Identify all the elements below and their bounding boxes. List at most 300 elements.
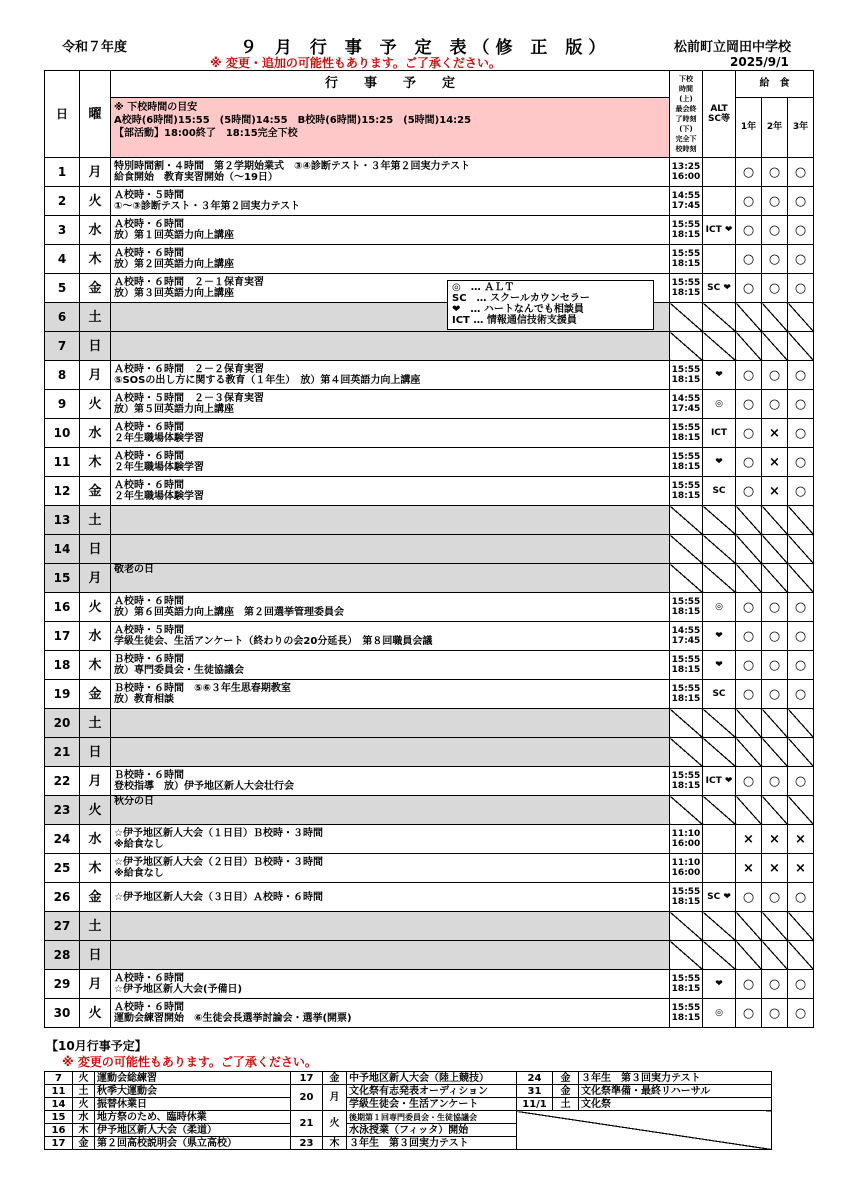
table-header-row: [45, 71, 814, 158]
event-cell: [111, 332, 670, 361]
lunch-cell: ○: [788, 593, 814, 622]
event-line: Ｂ校時・６時間: [114, 770, 184, 781]
lunch-cell-empty: [762, 535, 788, 564]
time-cell-empty: [670, 709, 703, 738]
event-cell: [111, 767, 670, 796]
day-cell: 5: [45, 274, 80, 303]
time-line: 13:25: [671, 162, 701, 172]
event-line: 放）第２回英語力向上講座: [114, 259, 234, 270]
lunch-cell-empty: [788, 332, 814, 361]
oct-event: ３年生 第３回実力テスト: [579, 1072, 772, 1085]
table-row: [45, 448, 814, 477]
time-line: 18:15: [671, 375, 701, 385]
lunch-cell: ○: [736, 419, 762, 448]
event-line: ２年生職場体験学習: [114, 491, 204, 502]
alt-cell-empty: [703, 912, 736, 941]
time-head-line: (下): [679, 125, 693, 133]
dow-cell: 日: [80, 535, 111, 564]
day-cell: 15: [45, 564, 80, 593]
col-header-events: [111, 71, 670, 158]
day-cell: 24: [45, 825, 80, 854]
time-head-line: 完全下: [675, 135, 697, 143]
lunch-cell-empty: [736, 941, 762, 970]
lunch-cell-empty: [788, 535, 814, 564]
lunch-cell: ○: [736, 593, 762, 622]
lunch-cell-empty: [736, 506, 762, 535]
oct-day: 17: [45, 1137, 73, 1150]
lunch-cell: ○: [736, 477, 762, 506]
event-cell: [111, 825, 670, 854]
event-cell: [111, 390, 670, 419]
table-row: [45, 274, 814, 303]
time-cell: [670, 593, 703, 622]
event-cell: [111, 506, 670, 535]
table-row: [45, 999, 814, 1028]
alt-cell-empty: [703, 738, 736, 767]
time-line: 15:55: [671, 365, 701, 375]
page-title: ９ 月 行 事 予 定 表（修 正 版）: [240, 38, 612, 58]
dow-cell: 月: [80, 158, 111, 187]
col-header-alt: [703, 71, 736, 158]
day-cell: 2: [45, 187, 80, 216]
dow-cell: 水: [80, 216, 111, 245]
lunch-cell-empty: [736, 564, 762, 593]
oct-event: 文化祭準備・最終リハーサル: [579, 1085, 772, 1098]
lunch-cell-empty: [762, 941, 788, 970]
time-cell: [670, 999, 703, 1028]
table-row: [45, 622, 814, 651]
table-row: [45, 158, 814, 187]
event-cell: [111, 912, 670, 941]
alt-head-line: SC等: [707, 114, 731, 124]
time-line: 15:55: [671, 887, 701, 897]
lunch-cell: ○: [762, 245, 788, 274]
october-table: [44, 1071, 772, 1150]
time-cell: [670, 854, 703, 883]
lunch-cell: ×: [762, 477, 788, 506]
dismissal-note-line: 【部活動】18:00終了 18:15完全下校: [114, 128, 298, 139]
oct-event: 振替休業日: [95, 1098, 291, 1111]
table-row: [45, 245, 814, 274]
lunch-cell: ○: [788, 767, 814, 796]
legend-sc: SC … スクールカウンセラー: [452, 293, 590, 304]
event-line: ２年生職場体験学習: [114, 462, 204, 473]
lunch-cell: ○: [736, 216, 762, 245]
time-cell-empty: [670, 796, 703, 825]
lunch-cell: ○: [788, 477, 814, 506]
lunch-cell-empty: [762, 332, 788, 361]
lunch-cell: ○: [788, 390, 814, 419]
table-row: [45, 912, 814, 941]
oct-empty-cell: [517, 1111, 772, 1150]
day-cell: 9: [45, 390, 80, 419]
lunch-cell: ○: [762, 593, 788, 622]
event-line: Ａ校時・６時間: [114, 1002, 184, 1013]
lunch-cell: ○: [736, 361, 762, 390]
table-row: [45, 767, 814, 796]
dow-cell: 火: [80, 390, 111, 419]
time-head-line: 時間: [679, 85, 693, 93]
lunch-cell: ○: [736, 970, 762, 999]
time-cell: [670, 390, 703, 419]
dow-cell: 土: [80, 303, 111, 332]
time-line: 18:15: [671, 1013, 701, 1023]
lunch-cell-empty: [736, 535, 762, 564]
alt-cell: ❤: [703, 448, 736, 477]
oct-event: ３年生 第３回実力テスト: [347, 1137, 517, 1150]
oct-event: 中予地区新人大会（陸上競技）: [347, 1072, 517, 1085]
event-cell: [111, 970, 670, 999]
lunch-cell: ○: [736, 680, 762, 709]
dow-cell: 水: [80, 622, 111, 651]
lunch-cell: ○: [736, 390, 762, 419]
school-name: 松前町立岡田中学校: [674, 40, 792, 55]
lunch-cell-empty: [762, 709, 788, 738]
time-cell-empty: [670, 506, 703, 535]
time-head-line: 了時刻: [675, 115, 697, 123]
day-cell: 22: [45, 767, 80, 796]
lunch-cell: ○: [736, 622, 762, 651]
alt-head-line: ALT: [710, 104, 728, 114]
alt-cell-empty: [703, 709, 736, 738]
table-row: [45, 535, 814, 564]
time-head-line: (上): [679, 95, 693, 103]
col-header-time: [670, 71, 703, 158]
alt-cell: ICT: [703, 419, 736, 448]
lunch-cell: ○: [762, 216, 788, 245]
lunch-cell: ○: [788, 216, 814, 245]
oct-day: 7: [45, 1072, 73, 1085]
lunch-cell: ○: [788, 651, 814, 680]
day-cell: 7: [45, 332, 80, 361]
dow-cell: 火: [80, 187, 111, 216]
time-cell: [670, 477, 703, 506]
oct-dow: 金: [323, 1072, 347, 1085]
lunch-cell-empty: [762, 303, 788, 332]
time-cell: [670, 622, 703, 651]
event-line: Ａ校時・６時間: [114, 596, 184, 607]
lunch-cell: ○: [788, 970, 814, 999]
day-cell: 6: [45, 303, 80, 332]
event-cell: [111, 999, 670, 1028]
legend-alt: ◎ … ＡＬＴ: [452, 282, 515, 293]
event-line: 放）第１回英語力向上講座: [114, 230, 234, 241]
event-line: 秋分の日: [114, 796, 154, 807]
day-cell: 29: [45, 970, 80, 999]
time-line: 16:00: [671, 839, 701, 849]
time-cell: [670, 216, 703, 245]
event-line: 敬老の日: [114, 564, 154, 575]
alt-cell: ◎: [703, 999, 736, 1028]
event-line: 放）専門委員会・生徒協議会: [114, 665, 244, 676]
event-line: Ａ校時・５時間: [114, 190, 184, 201]
oct-dow: 土: [553, 1098, 579, 1111]
event-line: Ａ校時・６時間 ２－２保育実習: [114, 364, 264, 375]
oct-event: 伊予地区新人大会（柔道）: [95, 1124, 291, 1137]
dow-cell: 水: [80, 419, 111, 448]
oct-event: 水泳授業（フィッタ）開始: [347, 1124, 517, 1137]
lunch-cell: ×: [788, 854, 814, 883]
event-cell: [111, 419, 670, 448]
lunch-cell: ○: [762, 274, 788, 303]
oct-day: 15: [45, 1111, 73, 1124]
time-line: 15:55: [671, 452, 701, 462]
time-cell: [670, 767, 703, 796]
oct-day: 31: [517, 1085, 553, 1098]
lunch-cell: ×: [762, 448, 788, 477]
event-cell: [111, 187, 670, 216]
time-cell: [670, 680, 703, 709]
lunch-cell: ×: [736, 854, 762, 883]
lunch-cell: ×: [762, 419, 788, 448]
dow-cell: 金: [80, 477, 111, 506]
time-line: 16:00: [671, 868, 701, 878]
time-cell: [670, 245, 703, 274]
table-row: [45, 216, 814, 245]
oct-dow: 火: [73, 1072, 95, 1085]
event-line: Ａ校時・６時間: [114, 422, 184, 433]
time-cell: [670, 274, 703, 303]
event-cell: [111, 245, 670, 274]
table-row: [45, 709, 814, 738]
issue-date: 2025/9/1: [730, 55, 789, 69]
table-row: [45, 796, 814, 825]
event-cell: [111, 941, 670, 970]
table-row: [45, 477, 814, 506]
lunch-cell: ○: [788, 419, 814, 448]
lunch-cell: ×: [736, 825, 762, 854]
time-line: 18:15: [671, 984, 701, 994]
dismissal-note-line: A校時(6時間)15:55 (5時間)14:55 B校時(6時間)15:25 (5時間)14:25: [114, 115, 472, 126]
alt-cell: ◎: [703, 390, 736, 419]
event-line: 放）第６回英語力向上講座 第２回選挙管理委員会: [114, 607, 344, 618]
event-line: ☆伊予地区新人大会（２日目）Ｂ校時・３時間: [114, 857, 323, 868]
time-cell: [670, 361, 703, 390]
time-line: 18:15: [671, 433, 701, 443]
alt-cell: ◎: [703, 593, 736, 622]
event-line: ①～③診断テスト・３年第２回実力テスト: [114, 201, 301, 212]
lunch-cell: ○: [762, 999, 788, 1028]
oct-day: 24: [517, 1072, 553, 1085]
oct-dow: 木: [323, 1137, 347, 1150]
day-cell: 1: [45, 158, 80, 187]
dow-cell: 木: [80, 651, 111, 680]
time-line: 14:55: [671, 394, 701, 404]
time-line: 18:15: [671, 491, 701, 501]
lunch-cell-empty: [736, 709, 762, 738]
time-line: 18:15: [671, 288, 701, 298]
time-head-line: 最会終: [675, 105, 697, 113]
lunch-cell: ○: [736, 158, 762, 187]
event-line: ※給食なし: [114, 868, 164, 879]
lunch-cell-empty: [762, 796, 788, 825]
dow-cell: 火: [80, 593, 111, 622]
dow-cell: 日: [80, 941, 111, 970]
time-line: 17:45: [671, 636, 701, 646]
lunch-cell: ○: [788, 361, 814, 390]
day-cell: 8: [45, 361, 80, 390]
table-row: [45, 332, 814, 361]
time-line: 18:15: [671, 230, 701, 240]
grade-2-head: 2年: [762, 98, 788, 157]
dow-cell: 月: [80, 564, 111, 593]
table-row: [45, 854, 814, 883]
lunch-heading: 給 食: [736, 71, 813, 98]
time-cell-empty: [670, 564, 703, 593]
time-line: 15:55: [671, 1003, 701, 1013]
table-row: [45, 303, 814, 332]
dow-cell: 日: [80, 738, 111, 767]
lunch-cell: ○: [788, 274, 814, 303]
lunch-cell: ○: [762, 622, 788, 651]
dow-cell: 木: [80, 448, 111, 477]
time-line: 14:55: [671, 191, 701, 201]
oct-day: 21: [291, 1111, 323, 1137]
alt-cell-empty: [703, 506, 736, 535]
alt-cell: ❤: [703, 970, 736, 999]
event-line: Ａ校時・６時間: [114, 248, 184, 259]
lunch-cell: ○: [762, 361, 788, 390]
lunch-cell: ×: [762, 854, 788, 883]
lunch-cell-empty: [788, 303, 814, 332]
day-cell: 20: [45, 709, 80, 738]
alt-cell: [703, 245, 736, 274]
day-cell: 28: [45, 941, 80, 970]
legend-box: [447, 280, 654, 330]
lunch-cell: ○: [788, 999, 814, 1028]
table-row: [45, 390, 814, 419]
alt-cell: ❤: [703, 651, 736, 680]
day-cell: 3: [45, 216, 80, 245]
day-cell: 21: [45, 738, 80, 767]
dow-cell: 日: [80, 332, 111, 361]
alt-cell: SC ❤: [703, 274, 736, 303]
oct-dow: 金: [73, 1137, 95, 1150]
event-line: Ｂ校時・６時間: [114, 654, 184, 665]
table-row: [45, 825, 814, 854]
lunch-cell-empty: [762, 738, 788, 767]
time-cell-empty: [670, 912, 703, 941]
time-line: 18:15: [671, 259, 701, 269]
grade-3-head: 3年: [792, 122, 809, 132]
time-line: 15:55: [671, 481, 701, 491]
oct-day: 11: [45, 1085, 73, 1098]
lunch-cell: ○: [762, 680, 788, 709]
dow-cell: 土: [80, 709, 111, 738]
table-row: [45, 187, 814, 216]
october-title: 【10月行事予定】: [46, 1039, 147, 1053]
change-notice: ※ 変更・追加の可能性もあります。ご了承ください。: [210, 56, 501, 70]
event-cell: [111, 709, 670, 738]
event-cell: [111, 651, 670, 680]
lunch-cell-empty: [762, 506, 788, 535]
lunch-cell-empty: [788, 506, 814, 535]
event-line: 放）第５回英語力向上講座: [114, 404, 234, 415]
event-cell: [111, 854, 670, 883]
event-line: ☆伊予地区新人大会(予備日): [114, 984, 243, 995]
dow-cell: 土: [80, 912, 111, 941]
day-cell: 19: [45, 680, 80, 709]
oct-dow: 火: [73, 1098, 95, 1111]
oct-event: 学級生徒会・生活アンケート: [347, 1098, 517, 1111]
event-cell: [111, 564, 670, 593]
lunch-cell-empty: [788, 564, 814, 593]
time-line: 18:15: [671, 665, 701, 675]
table-row: [45, 941, 814, 970]
event-cell: [111, 593, 670, 622]
alt-cell-empty: [703, 796, 736, 825]
event-cell: [111, 158, 670, 187]
table-row: [45, 361, 814, 390]
table-row: [45, 419, 814, 448]
dow-cell: 土: [80, 506, 111, 535]
time-line: 18:15: [671, 462, 701, 472]
event-line: 放）教育相談: [114, 694, 174, 705]
event-line: ※給食なし: [114, 839, 164, 850]
dow-cell: 金: [80, 883, 111, 912]
alt-cell: SC: [703, 680, 736, 709]
dow-cell: 木: [80, 854, 111, 883]
lunch-cell: ○: [788, 158, 814, 187]
lunch-cell: ×: [762, 825, 788, 854]
table-row: [45, 564, 814, 593]
legend-heart: ❤ … ハートなんでも相談員: [452, 304, 584, 315]
event-line: 放）第３回英語力向上講座: [114, 288, 234, 299]
event-line: ２年生職場体験学習: [114, 433, 204, 444]
time-cell: [670, 419, 703, 448]
table-row: [45, 738, 814, 767]
lunch-cell-empty: [736, 303, 762, 332]
legend-ict: ICT … 情報通信技術支援員: [452, 315, 577, 326]
lunch-cell-empty: [788, 912, 814, 941]
lunch-cell: ○: [762, 767, 788, 796]
lunch-cell-empty: [762, 912, 788, 941]
lunch-cell: ○: [788, 187, 814, 216]
event-cell: [111, 883, 670, 912]
table-row: [45, 593, 814, 622]
school-year: 令和７年度: [62, 40, 128, 55]
day-cell: 16: [45, 593, 80, 622]
day-cell: 11: [45, 448, 80, 477]
dow-cell: 月: [80, 970, 111, 999]
lunch-cell-empty: [736, 796, 762, 825]
day-cell: 4: [45, 245, 80, 274]
time-cell: [670, 970, 703, 999]
alt-cell: ❤: [703, 622, 736, 651]
time-cell: [670, 158, 703, 187]
dow-cell: 金: [80, 680, 111, 709]
event-cell: [111, 796, 670, 825]
oct-event: 文化祭: [579, 1098, 772, 1111]
dow-cell: 月: [80, 361, 111, 390]
event-line: 給食開始 教育実習開始（～19日）: [114, 172, 278, 183]
dow-cell: 月: [80, 767, 111, 796]
time-line: 18:15: [671, 781, 701, 791]
time-line: 15:55: [671, 684, 701, 694]
lunch-cell: ○: [736, 767, 762, 796]
day-cell: 30: [45, 999, 80, 1028]
time-cell-empty: [670, 535, 703, 564]
lunch-cell: ○: [736, 448, 762, 477]
lunch-cell: ○: [788, 883, 814, 912]
oct-event: 第２回高校説明会（県立高校）: [95, 1137, 291, 1150]
day-cell: 27: [45, 912, 80, 941]
lunch-cell: ○: [762, 970, 788, 999]
oct-event: 文化祭有志発表オーディション: [347, 1085, 517, 1098]
time-cell: [670, 651, 703, 680]
alt-cell: [703, 854, 736, 883]
col-header-lunch: [736, 71, 814, 158]
